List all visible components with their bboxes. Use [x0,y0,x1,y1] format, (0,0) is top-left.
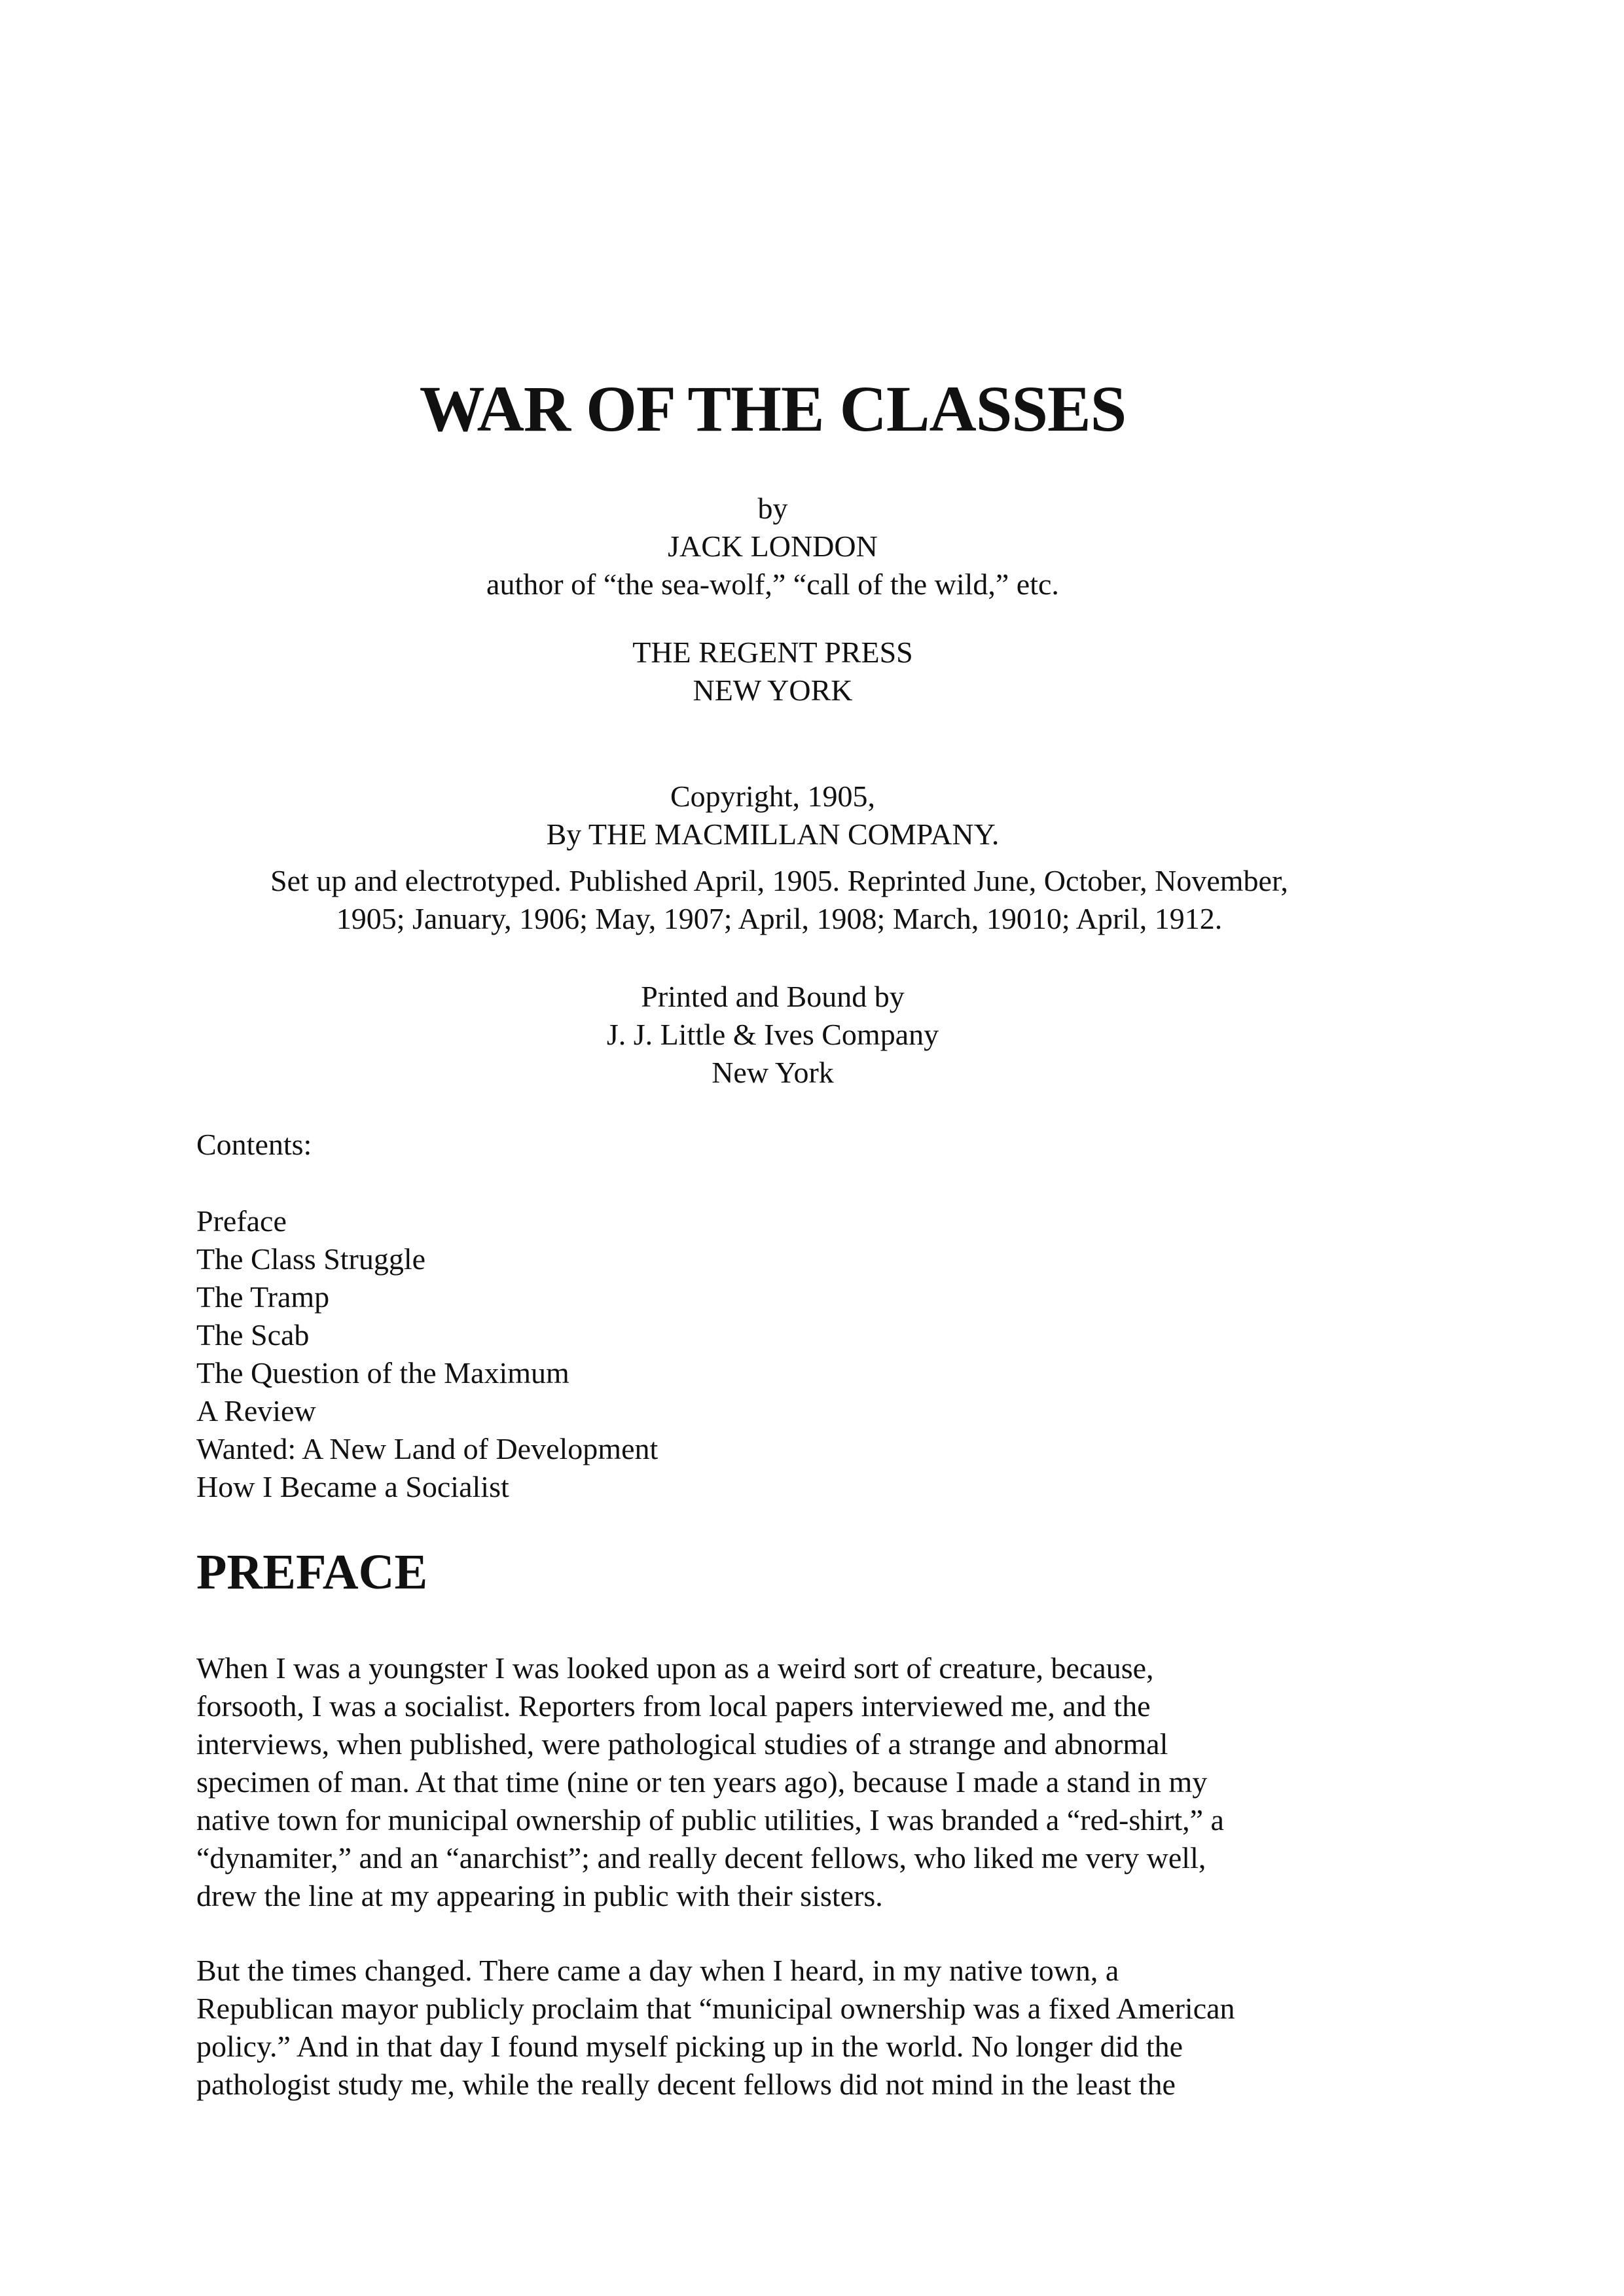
printer-block [0,978,1624,1092]
text-line: policy.” And in that day I found myself picking up in the world. No longer did the [196,2030,1183,2063]
copyright-holder: By THE MACMILLAN COMPANY. [546,817,1000,851]
text-line: pathologist study me, while the really decent fellows did not mind in the least the [196,2068,1176,2101]
text-line: When I was a youngster I was looked upon as a weird sort of creature, because, [196,1651,1154,1685]
contents-label: Contents: [196,1128,312,1161]
contents-list [196,1202,658,1506]
printer-city: New York [712,1056,834,1089]
contents-item[interactable]: Wanted: A New Land of Development [196,1432,659,1465]
publisher-name: THE REGENT PRESS [632,636,913,669]
publication-note-line: 1905; January, 1906; May, 1907; April, 1908; March, 19010; April, 1912. [336,902,1223,935]
preface-paragraph [196,1952,1440,2104]
copyright-block [0,778,1624,853]
byline-block [0,490,1624,603]
printer-line: Printed and Bound by [641,980,905,1013]
text-line: forsooth, I was a socialist. Reporters from local papers interviewed me, and the [196,1689,1151,1723]
preface-heading: PREFACE [196,1545,428,1600]
contents-item[interactable]: The Scab [196,1318,310,1352]
author-name: JACK LONDON [668,529,878,563]
contents-item[interactable]: A Review [196,1394,316,1427]
text-line: specimen of man. At that time (nine or ten years ago), because I made a stand in my [196,1765,1208,1799]
copyright-line: Copyright, 1905, [670,780,876,813]
contents-item[interactable]: How I Became a Socialist [196,1470,509,1503]
contents-item[interactable]: The Question of the Maximum [196,1356,569,1390]
contents-item[interactable]: The Tramp [196,1280,330,1314]
text-line: Republican mayor publicly proclaim that “municipal ownership was a fixed American [196,1992,1235,2025]
printer-name: J. J. Little & Ives Company [606,1018,939,1051]
book-title: WAR OF THE CLASSES [419,372,1127,445]
text-line: But the times changed. There came a day when I heard, in my native town, a [196,1954,1119,1987]
by-text: by [757,492,788,525]
publication-note-line: Set up and electrotyped. Published April, 1905. Reprinted June, October, November, [270,864,1288,897]
text-line: native town for municipal ownership of public utilities, I was branded a “red-shirt,” a [196,1803,1224,1837]
author-credits: author of “the sea-wolf,” “call of the wild,” etc. [486,567,1059,601]
publication-note [0,862,1624,938]
publisher-city: NEW YORK [693,673,853,707]
text-line: “dynamiter,” and an “anarchist”; and really decent fellows, who liked me very well, [196,1841,1206,1874]
text-line: drew the line at my appearing in public with their sisters. [196,1879,883,1912]
preface-paragraph [196,1649,1440,1915]
contents-item[interactable]: Preface [196,1204,287,1238]
contents-item[interactable]: The Class Struggle [196,1242,426,1276]
publisher-block [0,634,1624,709]
text-line: interviews, when published, were pathological studies of a strange and abnormal [196,1727,1168,1761]
